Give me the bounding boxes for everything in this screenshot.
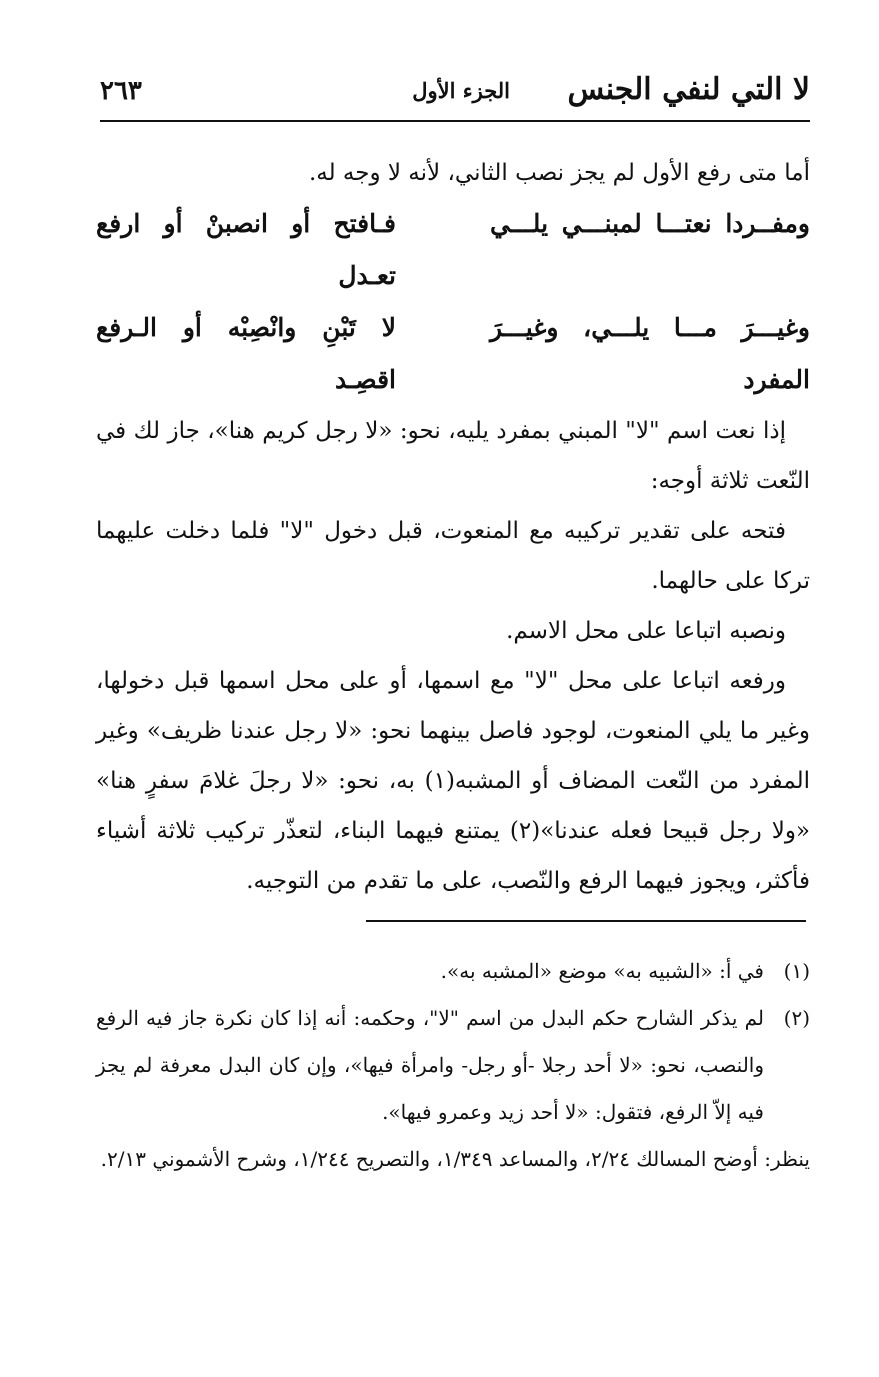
footnote-sources: ينظر: أوضح المسالك ٢/٢٤، والمساعد ١/٣٤٩، والتصريح ١/٢٤٤، وشرح الأشموني ٢/١٣.	[100, 1147, 810, 1171]
footnote	[96, 995, 810, 1136]
main-text	[96, 148, 810, 906]
running-header	[100, 72, 810, 122]
intro-line: أما متى رفع الأول لم يجز نصب الثاني، لأنه لا وجه له.	[308, 160, 810, 186]
footnote-separator	[366, 920, 806, 922]
header-rule	[100, 120, 810, 122]
verse-line	[96, 198, 810, 302]
footnote	[96, 948, 810, 995]
footnote-text: لم يذكر الشارح حكم البدل من اسم "لا"، وحكمه: أنه إذا كان نكرة جاز فيه الرفع والنصب، نحو: «لا أحد رجلا -أو رجل- وامرأة فيها»، وإن كان البدل معرفة لم يجز فيه إلاّ الرفع، فتقول: «لا أحد زيد وعمرو فيها».	[96, 1006, 764, 1124]
footnote-number: (٢)	[783, 1006, 810, 1030]
paragraph: ونصبه اتباعا على محل الاسم.	[506, 618, 786, 644]
paragraph: فتحه على تقدير تركيبه مع المنعوت، قبل دخول "لا" فلما دخلت عليهما تركا على حالهما.	[96, 518, 810, 594]
verse-second-hemistich: لا تَبْنِ وانْصِبْه أو الـرفع اقصِـد	[96, 313, 396, 394]
chapter-title: لا التي لنفي الجنس	[567, 72, 810, 107]
verse-first-hemistich: ومفــردا نعتـــا لمبنـــي يلـــي	[490, 209, 810, 238]
footnote-text: في أ: «الشبيه به» موضع «المشبه به».	[440, 959, 764, 983]
footnotes	[96, 948, 810, 1183]
paragraph: ورفعه اتباعا على محل "لا" مع اسمها، أو على محل اسمها قبل دخولها، وغير ما يلي المنعوت، لوجود فاصل بينهما نحو: «لا رجل عندنا ظريف» وغير المفرد من النّعت المضاف أو المشبه(١) به، نحو: «لا رجلَ غلامَ سفرٍ هنا» «ولا رجل قبيحا فعله عندنا»(٢) يمتنع فيهما البناء، لتعذّر تركيب ثلاثة أشياء فأكثر، ويجوز فيهما الرفع والنّصب، على ما تقدم من التوجيه.	[96, 668, 811, 894]
paragraph: إذا نعت اسم "لا" المبني بمفرد يليه، نحو: «لا رجل كريم هنا»، جاز لك في النّعت ثلاثة أوجه:	[96, 418, 810, 494]
part-label: الجزء الأول	[412, 78, 510, 103]
verse-first-hemistich: وغيـــرَ مـــا يلـــي، وغيـــرَ المفرد	[490, 313, 810, 394]
verse-second-hemistich: فـافتح أو انصبنْ أو ارفع تعـدل	[96, 209, 396, 290]
page-number: ٢٦٣	[100, 76, 142, 106]
verse-line	[96, 302, 810, 406]
footnote-number: (١)	[783, 959, 810, 983]
